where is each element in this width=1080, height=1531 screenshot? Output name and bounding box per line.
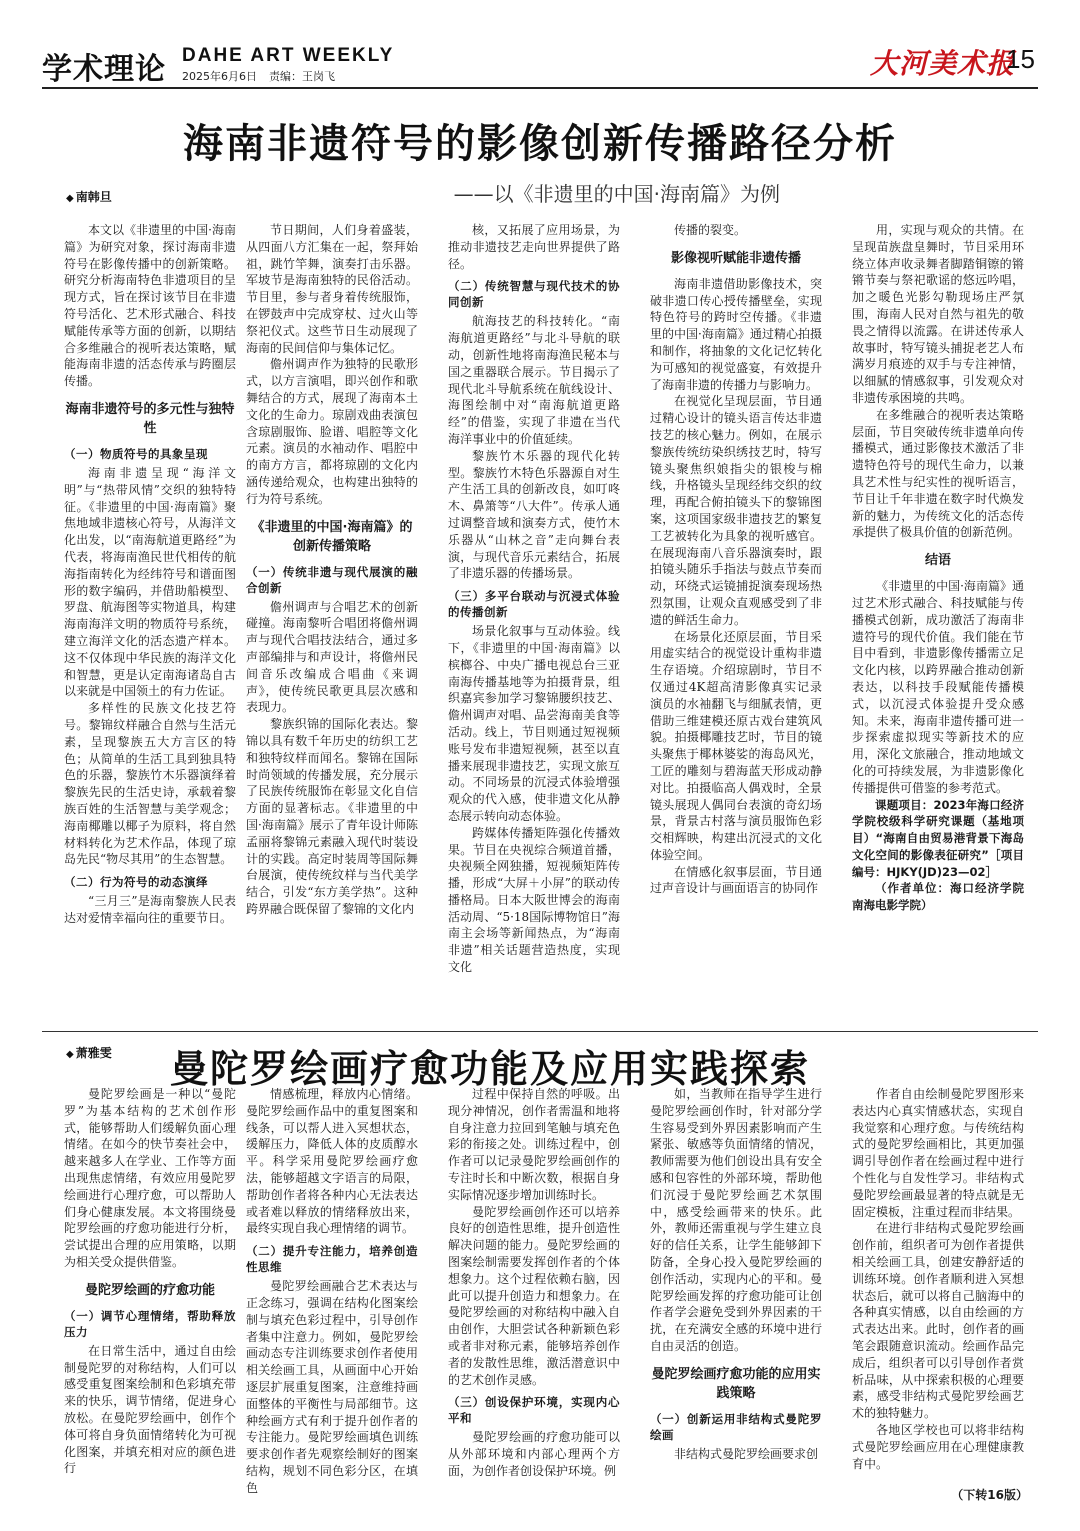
paragraph: 在多维融合的视听表达策略层面，节目突破传统非遗单向传播模式，通过影像技术激活了非遗特色符号的现代生命力，以兼具艺术性与纪实性的视听语言，节目让千年非遗在数字时代焕发新的魅力，为传统文化的活态传承提供了极具价值的创新范例。 bbox=[852, 407, 1024, 540]
paragraph: 非结构式曼陀罗绘画要求创 bbox=[674, 1446, 819, 1461]
paragraph: 用，实现与观众的共情。在呈现苗族盘皇舞时，节目采用环绕立体声收录舞者脚踏铜镲的锵锵节奏与祭祀歌谣的悠远吟唱，加之暖色光影勾勒现场庄严氛围，海南人民对自然与祖先的敬畏之情得以流露。在讲述传承人故事时，特写镜头捕捉老艺人布满岁月痕迹的双手与专注神情，以细腻的情感叙事，引发观众对非遗传承困境的共鸣。 bbox=[852, 223, 1024, 405]
paragraph: 曼陀罗绘画的疗愈功能可以从外部环境和内部心理两个方面，为创作者创设保护环境。例 bbox=[448, 1430, 620, 1478]
article2-column-2 bbox=[246, 1086, 418, 1506]
paragraph: 在日常生活中，通过自由绘制曼陀罗的对称结构，人们可以感受重复图案绘制和色彩填充带来的快乐，调节情绪，促进身心放松。在曼陀罗绘画中，创作个体可将自身负面情绪转化为可视化图案，并填充相对应的颜色进行 bbox=[64, 1343, 236, 1476]
subsection-heading: （一）传统非遗与现代展演的融合创新 bbox=[246, 564, 418, 595]
paragraph: 海南非遗呈现“海洋文明”与“热带风情”交织的独特特征。《非遗里的中国·海南篇》聚焦地域非遗核心符号，从海洋文化出发，以“南海航道更路经”为代表，将海南渔民世代相传的航海指南转化为经纬符号和谱面图形的数字编码，并借助船模型、罗盘、航海图等实物道具，构建海南海洋文明的物质符号系统，建立海洋文化的活态遗产样本。这不仅体现中华民族的海洋文化和智慧，更是认定南海诸岛自古以来就是中国领土的有力佐证。 bbox=[64, 465, 236, 699]
newspaper-english-name: DAHE ART WEEKLY bbox=[182, 45, 395, 66]
issue-date: 2025年6月6日 bbox=[182, 70, 257, 83]
paragraph: 海南非遗借助影像技术，突破非遗口传心授传播壁垒，实现特色符号的跨时空传播。《非遗里的中国·海南篇》通过精心拍摄和制作，将抽象的文化记忆转化为可感知的视觉盛宴，有效提升了海南非遗的传播力与影响力。 bbox=[650, 276, 822, 392]
paragraph: 本文以《非遗里的中国·海南篇》为研究对象，探讨海南非遗符号在影像传播中的创新策略。研究分析海南特色非遗项目的呈现方式，旨在探讨该节目在非遗符号活化、艺术形式融合、科技赋能传承等方面的创新，以期结合多维融合的视听表达策略，赋能海南非遗的活态传承与跨圈层传播。 bbox=[64, 223, 236, 389]
paragraph: 儋州调声与合唱艺术的创新碰撞。海南黎听合唱团将儋州调声与现代合唱技法结合，通过多声部编排与和声设计，将儋州民间音乐改编成合唱曲《来调声》，使传统民歌更具层次感和表现力。 bbox=[246, 599, 418, 715]
page-number: 15 bbox=[1006, 44, 1035, 74]
newspaper-logo: 大河美术报 bbox=[870, 47, 1016, 80]
article2-column-1 bbox=[64, 1086, 236, 1506]
article1-column-2 bbox=[246, 222, 418, 982]
article1-column-3 bbox=[448, 222, 620, 982]
paragraph: 《非遗里的中国·海南篇》通过艺术形式融合、科技赋能与传播模式创新，成功激活了海南非遗符号的现代价值。我们能在节目中看到，非遗影像传播需立足文化内核，以跨界融合推动创新表达，以科技手段赋能传播模式，以沉浸式体验提升受众感知。未来，海南非遗传播可进一步探索虚拟现实等新技术的应用，深化文旅融合，推动地域文化的可持续发展，为非遗影像化传播提供可借鉴的参考范式。 bbox=[852, 579, 1024, 795]
subsection-heading: （二）传统智慧与现代技术的协同创新 bbox=[448, 279, 620, 310]
paragraph: 传播的裂变。 bbox=[674, 223, 747, 237]
project-note: 课题项目：2023年海口经济学院校级科学研究课题（基地项目）“海南自由贸易港背景下海岛文化空间的影像表征研究”［项目编号：HJKY(JD)23—02］ bbox=[852, 797, 1024, 879]
subsection-heading: （一）调节心理情绪，帮助释放压力 bbox=[64, 1308, 236, 1339]
paragraph: 作者自由绘制曼陀罗图形来表达内心真实情感状态，实现自我觉察和心理疗愈。与传统结构式的曼陀罗绘画相比，其更加强调引导创作者在绘画过程中进行个性化与自发性学习。非结构式曼陀罗绘画最显著的特点就是无固定模板，注重过程而非结果。 bbox=[852, 1087, 1024, 1219]
paragraph: 节日期间，人们身着盛装，从四面八方汇集在一起，祭拜始祖，跳竹竿舞，演奏打击乐器。军坡节是海南独特的民俗活动。节目里，参与者身着传统服饰，在锣鼓声中完成穿杖、过火山等祭祀仪式。这些节日生动展现了海南的民间信仰与集体记忆。 bbox=[246, 223, 418, 355]
section-title: 学术理论 bbox=[42, 52, 166, 87]
paragraph: 在视觉化呈现层面，节目通过精心设计的镜头语言传达非遗技艺的核心魅力。例如，在展示黎族传统纺染织绣技艺时，特写镜头聚焦织娘指尖的银梭与棉线，升格镜头呈现经纬交织的纹理，再配合俯拍镜头下的黎锦图案，这项国家级非遗技艺的繁复工艺被转化为具象的视听感官。在展现海南八音乐器演奏时，跟拍镜头随乐手指法与鼓点节奏而动，环绕式运镜捕捉演奏现场热烈氛围，让观众直观感受到了非遗的鲜活生命力。 bbox=[650, 394, 822, 627]
paragraph: 跨媒体传播矩阵强化传播效果。节目在央视综合频道首播，央视频全网独播，短视频矩阵传播，形成“大屏＋小屏”的联动传播格局。日本大阪世博会的海南活动周、“5·18国际博物馆日”海南主会场等新闻热点，为“海南非遗”相关话题营造热度，实现文化 bbox=[448, 825, 620, 975]
section-heading: 《非遗里的中国·海南篇》的创新传播策略 bbox=[251, 519, 413, 554]
issue-date-line bbox=[182, 68, 335, 84]
paragraph: 多样性的民族文化技艺符号。黎锦纹样融合自然与生活元素，呈现黎族五大方言区的特色；从简单的生活工具到独具特色的乐器，黎族竹木乐器演绎着黎族先民的生活史诗，承载着黎族百姓的生活智慧与美学观念；海南椰雕以椰子为原料，将自然材料转化为艺术作品，体现了琼岛先民“物尽其用”的生态智慧。 bbox=[64, 701, 236, 867]
article1-subtitle: ——以《非遗里的中国·海南篇》为例 bbox=[453, 182, 780, 206]
article1-author-name: 南韩旦 bbox=[75, 190, 112, 204]
section-heading: 曼陀罗绘画的疗愈功能 bbox=[84, 1282, 215, 1298]
article2-author-name: 萧雅雯 bbox=[75, 1046, 112, 1060]
article1-column-5 bbox=[852, 222, 1024, 1012]
paragraph: 在情感化叙事层面，节目通过声音设计与画面语言的协同作 bbox=[650, 864, 822, 896]
subsection-heading: （三）多平台联动与沉浸式体验的传播创新 bbox=[448, 589, 620, 620]
paragraph: 航海技艺的科技转化。“南海航道更路经”与北斗导航的联动，创新性地将南海渔民秘本与国之重器联合展示。节目揭示了现代北斗导航系统在航线设计、海图绘制中对“南海航道更路经”的借鉴，实现了非遗在当代海洋事业中的价值延续。 bbox=[448, 314, 620, 446]
subsection-heading: （三）创设保护环境，实现内心平和 bbox=[448, 1395, 620, 1426]
author-affiliation: （作者单位：海口经济学院南海电影学院） bbox=[852, 881, 1024, 913]
article2-column-3 bbox=[448, 1086, 620, 1506]
paragraph: 在进行非结构式曼陀罗绘画创作前，组织者可为创作者提供相关绘画工具，创建安静舒适的训练环境。创作者顺利进入冥想状态后，就可以将自己脑海中的各种真实情感，以自由绘画的方式表达出来。此时，创作者的画笔会跟随意识流动。绘画作品完成后，组织者可以引导创作者赏析品味，从中探索积极的心理要素，感受非结构式曼陀罗绘画艺术的独特魅力。 bbox=[852, 1221, 1024, 1421]
editor-credit: 责编：王岗飞 bbox=[269, 70, 335, 83]
article1-title: 海南非遗符号的影像创新传播路径分析 bbox=[183, 121, 897, 167]
subsection-heading: （二）提升专注能力，培养创造性思维 bbox=[246, 1244, 418, 1275]
section-heading: 曼陀罗绘画疗愈功能的应用实践策略 bbox=[651, 1366, 821, 1401]
section-heading: 海南非遗符号的多元性与独特性 bbox=[65, 401, 235, 436]
article1-column-4 bbox=[650, 222, 822, 982]
paragraph: 曼陀罗绘画创作还可以培养良好的创造性思维，提升创造性解决问题的能力。曼陀罗绘画的图案绘制需要发挥创作者的个体想象力。这个过程依赖右脑，因此可以提升创造力和想象力。在曼陀罗绘画的对称结构中融入自由创作，大胆尝试各种新颖色彩或者非对称元素，能够培养创作者的发散性思维，激活潜意识中的艺术创作灵感。 bbox=[448, 1204, 620, 1387]
header-rule bbox=[42, 87, 1038, 89]
subsection-heading: （一）物质符号的具象呈现 bbox=[64, 446, 208, 461]
article2-column-4 bbox=[650, 1086, 822, 1506]
subsection-heading: （二）行为符号的动态演绎 bbox=[64, 875, 208, 890]
paragraph: 曼陀罗绘画融合艺术表达与正念练习，强调在结构化图案绘制与填充色彩过程中，引导创作者集中注意力。例如，曼陀罗绘画动态专注训练要求创作者使用相关绘画工具，从画面中心开始逐层扩展重复图案，注意维持画面整体的平衡性与局部细节。这种绘画方式有利于提升创作者的专注能力。曼陀罗绘画填色训练要求创作者先观察绘制好的图案结构，规划不同色彩分区，在填色 bbox=[246, 1279, 418, 1495]
diamond-icon: ◆ bbox=[66, 193, 74, 204]
section-heading: 影像视听赋能非遗传播 bbox=[670, 250, 801, 266]
paragraph: 在场景化还原层面，节目采用虚实结合的视觉设计重构非遗生存语境。介绍琼剧时，节目不仅通过4K超高清影像真实记录演员的水袖翻飞与细腻表情，更借助三维建模还原古戏台建筑风貌。拍摄椰雕技艺时，节目的镜头聚焦于椰林婆娑的海岛风光，工匠的雕刻与碧海蓝天形成动静对比。拍摄临高人偶戏时，全景镜头展现人偶同台表演的奇幻场景，背景古村落与演员服饰色彩交相辉映，构建出沉浸式的文化体验空间。 bbox=[650, 629, 822, 862]
paragraph: “三月三”是海南黎族人民表达对爱情幸福向往的重要节日。 bbox=[64, 894, 236, 925]
paragraph: 过程中保持自然的呼吸。出现分神情况，创作者需温和地将自身注意力拉回到笔触与填充色彩的衔接之处。训练过程中，创作者可以记录曼陀罗绘画创作的专注时长和中断次数，根据自身实际情况逐步增加训练时长。 bbox=[448, 1087, 620, 1202]
article2-column-5 bbox=[852, 1086, 1024, 1486]
paragraph: 黎族竹木乐器的现代化转型。黎族竹木特色乐器源自对生产生活工具的创新改良，如叮咚木、鼻箫等“八大件”。传承人通过调整音域和演奏方式，使竹木乐器从“山林之音”走向舞台表演，与现代音乐元素结合，拓展了非遗乐器的传播场景。 bbox=[448, 448, 620, 581]
paragraph: 曼陀罗绘画是一种以“曼陀罗”为基本结构的艺术创作形式，能够帮助人们缓解负面心理情绪。在如今的快节奏社会中，越来越多人在学业、工作等方面出现焦虑情绪，有效应用曼陀罗绘画进行心理疗愈，可以帮助人们身心健康发展。本文将围绕曼陀罗绘画的疗愈功能进行分析，尝试提出合理的应用策略，以期为相关受众提供借鉴。 bbox=[64, 1087, 236, 1269]
paragraph: 如，当教师在指导学生进行曼陀罗绘画创作时，针对部分学生容易受到外界因素影响而产生紧张、敏感等负面情绪的情况，教师需要为他们创设出具有安全感和包容性的外部环境，帮助他们沉浸于曼陀罗绘画艺术氛围中，感受绘画带来的快乐。此外，教师还需重视与学生建立良好的信任关系，让学生能够卸下防备，全身心投入曼陀罗绘画的创作活动，实现内心的平和。曼陀罗绘画发挥的疗愈功能可让创作者学会避免受到外界因素的干扰，在充满安全感的环境中进行自由灵活的创造。 bbox=[650, 1087, 822, 1353]
article1-column-1 bbox=[64, 222, 236, 982]
article2-title: 曼陀罗绘画疗愈功能及应用实践探索 bbox=[170, 1047, 811, 1091]
article2-author bbox=[66, 1044, 112, 1061]
paragraph: 情感梳理，释放内心情绪。曼陀罗绘画作品中的重复图案和线条，可以帮人进入冥想状态，缓解压力，降低人体的皮质醇水平。科学采用曼陀罗绘画疗愈法，能够超越文字语言的局限，帮助创作者将各种内心无法表达或者难以释放的情绪释放出来，最终实现自我心理情绪的调节。 bbox=[246, 1087, 418, 1236]
continued-notice: （下转16版） bbox=[951, 1488, 1028, 1502]
paragraph: 场景化叙事与互动体验。线下，《非遗里的中国·海南篇》以槟榔谷、中央广播电视总台三亚南海传播基地等为拍摄背景，组织嘉宾参加学习黎锦腰织技艺、儋州调声对唱、品尝海南美食等活动。线上，节目则通过短视频账号发布非遗短视频，甚至以直播来展现非遗技艺，实现文旅互动。不同场景的沉浸式体验增强观众的代入感，使非遗文化从静态展示转向动态体验。 bbox=[448, 624, 620, 823]
paragraph: 儋州调声作为独特的民歌形式，以方言演唱，即兴创作和歌舞结合的方式，展现了海南本土文化的生命力。琼剧戏曲表演包含琼剧服饰、脸谱、唱腔等文化元素。演员的水袖动作、唱腔中的南方方言，都将琼剧的文化内涵传递给观众，也构建出独特的行为符号系统。 bbox=[246, 357, 418, 506]
paragraph: 核，又拓展了应用场景，为推动非遗技艺走向世界提供了路径。 bbox=[448, 223, 620, 271]
section-heading: 结语 bbox=[924, 553, 951, 569]
article-separator bbox=[42, 1031, 1038, 1032]
article1-author bbox=[66, 188, 112, 205]
paragraph: 各地区学校也可以将非结构式曼陀罗绘画应用在心理健康教育中。 bbox=[852, 1422, 1024, 1471]
subsection-heading: （一）创新运用非结构式曼陀罗绘画 bbox=[650, 1411, 822, 1442]
diamond-icon: ◆ bbox=[66, 1049, 74, 1060]
paragraph: 黎族织锦的国际化表达。黎锦以具有数千年历史的纺织工艺和独特纹样而闻名。黎锦在国际时尚领域的传播发展，充分展示了民族传统服饰在彰显文化自信方面的显著标志。《非遗里的中国·海南篇》展示了青年设计师陈孟丽将黎锦元素融入现代时装设计的实践。高定时装周等国际舞台展演，使传统纹样与当代美学结合，引发“东方美学热”。这种跨界融合既保留了黎锦的文化内 bbox=[246, 717, 418, 916]
